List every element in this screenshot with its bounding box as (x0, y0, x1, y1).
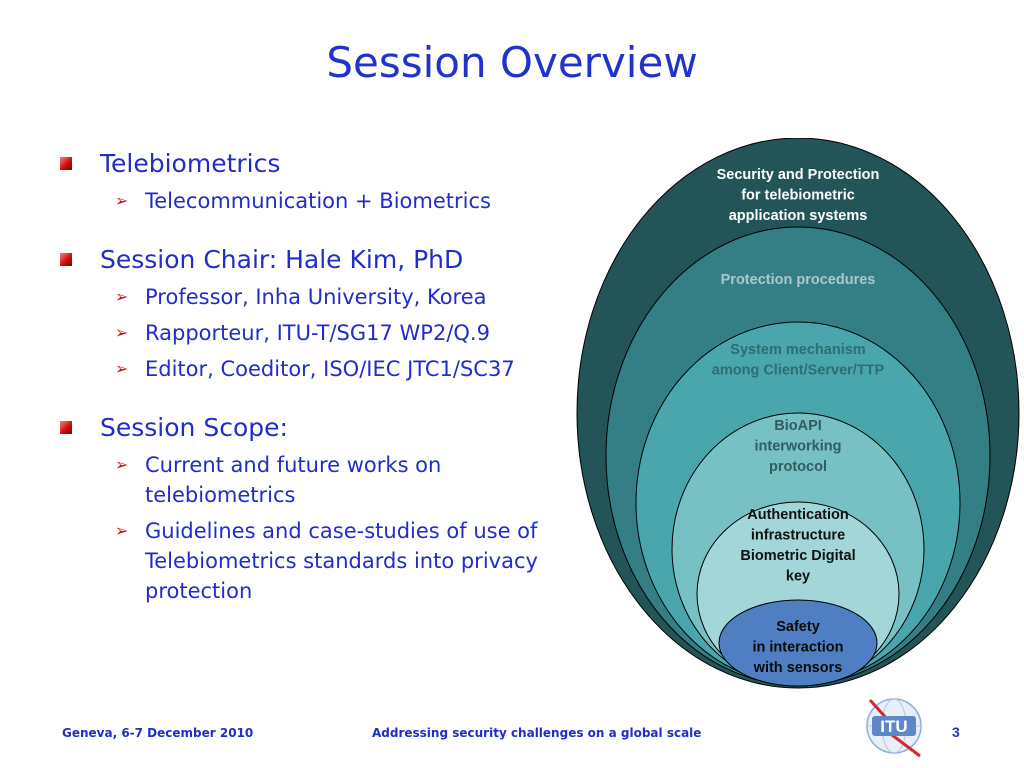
diagram-layer-4-label: protocol (769, 459, 827, 475)
section-heading (60, 412, 590, 444)
section-heading-text: Session Chair: Hale Kim, PhD (100, 245, 464, 274)
diagram-layer-5-label: Biometric Digital (740, 548, 856, 564)
diagram-svg (574, 138, 1024, 708)
diagram-layer-5-label: infrastructure (750, 527, 846, 544)
logo-text: ITU (880, 717, 908, 736)
sub-item-text: Professor, Inha University, Korea (145, 285, 487, 309)
diagram-layer-2-label: Protection procedures (720, 272, 876, 288)
diagram-layer-6-label: Safety (776, 619, 820, 635)
footer-tagline: Addressing security challenges on a global scale (372, 726, 702, 740)
square-bullet-icon (60, 421, 72, 434)
diagram-layer-5-label: Authentication (747, 507, 849, 523)
diagram-layer-4-label: interworking (754, 438, 842, 455)
arrow-bullet-icon: ➢ (115, 359, 129, 378)
sub-item-text: Current and future works on telebiometrics (145, 453, 442, 507)
footer-location-date: Geneva, 6-7 December 2010 (62, 726, 254, 740)
bullet-content (60, 148, 590, 634)
slide-title: Session Overview (326, 38, 698, 87)
arrow-bullet-icon: ➢ (115, 323, 129, 342)
diagram-layer-1-label: application systems (728, 208, 868, 224)
itu-logo (862, 690, 932, 760)
section-heading-text: Session Scope: (100, 413, 288, 442)
arrow-bullet-icon: ➢ (115, 455, 129, 474)
arrow-bullet-icon: ➢ (115, 521, 129, 540)
sub-item-text: Rapporteur, ITU-T/SG17 WP2/Q.9 (145, 321, 490, 345)
sub-item (60, 318, 590, 348)
sub-item (60, 450, 590, 510)
square-bullet-icon (60, 157, 72, 170)
diagram-layer-5-label: key (785, 568, 811, 585)
page-number: 3 (952, 724, 960, 740)
sub-item (60, 354, 590, 384)
sub-item-text: Telecommunication + Biometrics (145, 189, 491, 213)
diagram-layer-3-label: System mechanism (730, 342, 866, 358)
sub-item-text: Editor, Coeditor, ISO/IEC JTC1/SC37 (145, 357, 515, 381)
itu-globe-icon (862, 690, 932, 760)
sub-item (60, 186, 590, 216)
diagram-layer-1-label: for telebiometric (741, 187, 855, 204)
diagram-layer-3-label: among Client/Server/TTP (711, 362, 885, 379)
sub-item (60, 282, 590, 312)
diagram-layer-6-label: in interaction (752, 639, 844, 656)
diagram-layer-4-label: BioAPI (774, 418, 822, 434)
arrow-bullet-icon: ➢ (115, 191, 129, 210)
section-session-scope (60, 412, 590, 606)
section-session-chair (60, 244, 590, 384)
section-telebiometrics (60, 148, 590, 216)
nested-ellipse-diagram (574, 138, 1024, 708)
sub-item (60, 516, 590, 606)
square-bullet-icon (60, 253, 72, 266)
arrow-bullet-icon: ➢ (115, 287, 129, 306)
section-heading (60, 148, 590, 180)
diagram-layer-6-label: with sensors (753, 660, 843, 676)
section-heading (60, 244, 590, 276)
diagram-layer-1-label: Security and Protection (716, 167, 880, 183)
sub-item-text: Guidelines and case-studies of use of Telebiometrics standards into privacy protection (145, 519, 538, 603)
section-heading-text: Telebiometrics (100, 149, 281, 178)
